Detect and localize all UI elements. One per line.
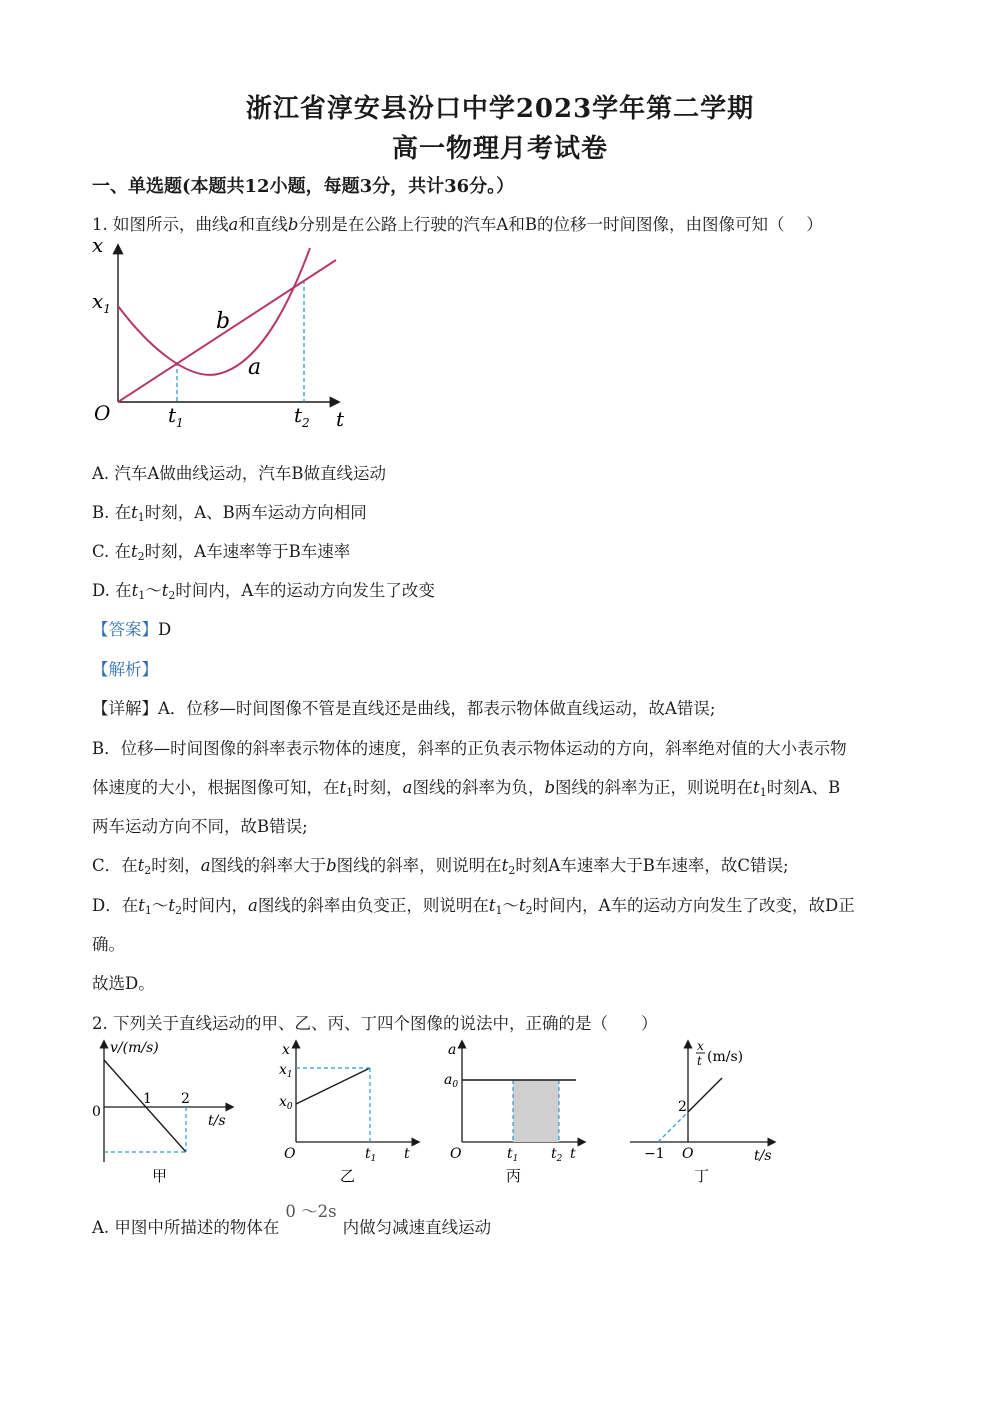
yi-x0: $x_0$ <box>279 1094 293 1112</box>
ding-ylabel-den: t <box>697 1054 702 1068</box>
q1-option-c: C. 在$t_2$时刻，A车速率等于B车速率 <box>92 542 351 563</box>
yi-x1: $x_1$ <box>279 1062 293 1080</box>
q1-t1-label: $t_1$ <box>168 403 184 430</box>
q1-a-label: a <box>248 355 262 380</box>
q1-b-label: b <box>216 309 231 334</box>
section-heading: 一、单选题(本题共12小题，每题3分，共计36分。） <box>92 176 515 197</box>
ding-origin: O <box>682 1146 694 1162</box>
q1-detail-a: 【详解】A．位移—时间图像不管是直线还是曲线，都表示物体做直线运动，故A错误; <box>92 699 716 718</box>
q1-y-label: x <box>92 236 104 257</box>
bing-origin: O <box>450 1146 462 1162</box>
q1-curve-a <box>118 248 310 375</box>
q2-option-a: A. 甲图中所描述的物体在0 ～2s内做匀减速直线运动 <box>92 1202 492 1237</box>
q1-option-d: D. 在$t_1\sim t_2$时间内，A车的运动方向发生了改变 <box>92 581 435 602</box>
exam-title-line2: 高一物理月考试卷 <box>391 134 608 164</box>
q1-detail-b1: B．位移—时间图像的斜率表示物体的速度，斜率的正负表示物体运动的方向，斜率绝对值的大小表示物 <box>92 739 847 758</box>
yi-caption: 乙 <box>340 1167 356 1185</box>
ding-xlabel: t/s <box>754 1148 772 1164</box>
q1-option-a: A. 汽车A做曲线运动，汽车B做直线运动 <box>92 464 386 483</box>
ding-line <box>688 1078 722 1112</box>
bing-t2: $t_2$ <box>551 1146 563 1164</box>
q1-detail-d: D．在$t_1\sim t_2$时间内，a图线的斜率由负变正，则说明在$t_1\sim t_2$时间内，A车的运动方向发生了改变，故D正 <box>92 896 855 917</box>
jia-xlabel: t/s <box>208 1113 226 1129</box>
q2-figure-ding <box>624 1036 784 1186</box>
q2-figure-bing <box>440 1036 590 1186</box>
jia-tick2: 2 <box>181 1091 190 1107</box>
q1-origin: O <box>94 401 111 425</box>
ding-ylabel-unit: (m/s) <box>707 1049 744 1065</box>
yi-t1: $t_1$ <box>365 1146 377 1164</box>
bing-ylabel: a <box>448 1042 457 1058</box>
q2-stem: 2. 下列关于直线运动的甲、乙、丙、丁四个图像的说法中，正确的是（ ） <box>92 1014 658 1033</box>
q2-figure-yi <box>274 1036 424 1186</box>
q2-figure-jia <box>86 1036 236 1186</box>
ding-neg: −1 <box>644 1146 665 1162</box>
q2-option-a-range: 0 ～2s <box>285 1202 337 1221</box>
q1-analysis-tag: 【解析】 <box>92 660 158 679</box>
bing-xlabel: t <box>570 1146 576 1162</box>
ding-caption: 丁 <box>694 1167 710 1185</box>
q1-xt-graph <box>88 236 348 436</box>
bing-a0: $a_0$ <box>444 1072 459 1090</box>
q1-detail-c: C．在$t_2$时刻，a图线的斜率大于b图线的斜率，则说明在$t_2$时刻A车速率大于B车速率，故C错误; <box>92 856 789 877</box>
q1-detail-b2: 体速度的大小，根据图像可知，在$t_1$时刻，a图线的斜率为负，b图线的斜率为正，则说明在$t_1$时刻A、B <box>92 778 841 799</box>
exam-title-line1: 浙江省淳安县汾口中学2023学年第二学期 <box>245 94 755 124</box>
jia-caption: 甲 <box>152 1167 168 1185</box>
q1-t2-label: $t_2$ <box>294 403 310 430</box>
q1-answer: 【答案】D <box>92 620 172 639</box>
q1-conclusion: 故选D。 <box>92 974 155 993</box>
q1-t-label: t <box>335 407 344 431</box>
bing-caption: 丙 <box>506 1167 522 1185</box>
yi-x-line <box>296 1068 370 1104</box>
bing-t1: $t_1$ <box>507 1146 519 1164</box>
jia-tick1: 1 <box>143 1091 152 1107</box>
q1-stem: 1. 如图所示，曲线a和直线b分别是在公路上行驶的汽车A和B的位移一时间图像，由图像可知（ ） <box>92 215 823 234</box>
q1-option-b: B. 在$t_1$时刻，A、B两车运动方向相同 <box>92 503 367 524</box>
ding-ylabel-num: x <box>697 1039 704 1053</box>
ding-intercept: 2 <box>678 1099 687 1115</box>
yi-xlabel: t <box>404 1146 410 1162</box>
bing-shaded-area <box>513 1080 559 1142</box>
jia-ylabel: v/(m/s) <box>110 1040 159 1056</box>
jia-zero: 0 <box>92 1104 101 1120</box>
q1-detail-b3: 两车运动方向不同，故B错误; <box>92 817 308 836</box>
q1-detail-d2: 确。 <box>92 935 125 954</box>
yi-ylabel: x <box>282 1042 290 1058</box>
q1-x1-label: $x_1$ <box>92 289 111 316</box>
yi-origin: O <box>284 1146 296 1162</box>
